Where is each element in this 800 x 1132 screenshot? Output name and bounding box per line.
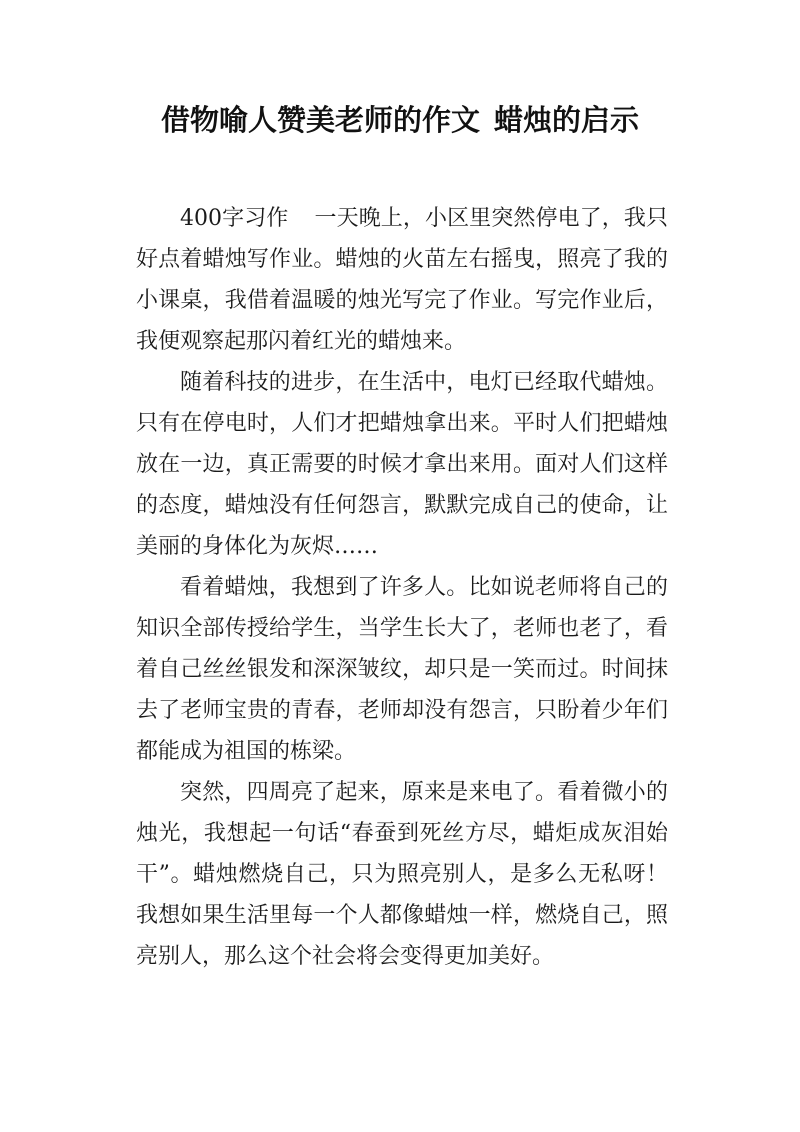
paragraph: 看着蜡烛，我想到了许多人。比如说老师将自己的知识全部传授给学生，当学生长大了，老师也老了，看着自己丝丝银发和深深皱纹，却只是一笑而过。时间抹去了老师宝贵的青春，老师却没有怨言，只盼着少年们都能成为祖国的栋梁。 [136,575,668,764]
paragraph [136,198,668,362]
page-title [0,98,800,142]
paragraph: 突然，四周亮了起来，原来是来电了。看着微小的烛光，我想起一句话“春蚕到死丝方尽，蜡炬成灰泪始干”。蜡烛燃烧自己，只为照亮别人，是多么无私呀！我想如果生活里每一个人都像蜡烛一样，燃烧自己，照亮别人，那么这个社会将会变得更加美好。 [136,780,668,969]
paragraph: 随着科技的进步，在生活中，电灯已经取代蜡烛。只有在停电时，人们才把蜡烛拿出来。平时人们把蜡烛放在一边，真正需要的时候才拿出来用。面对人们这样的态度，蜡烛没有任何怨言，默默完成自己的使命，让美丽的身体化为灰烬…… [136,370,668,559]
essay-body [136,198,668,977]
paragraph-text: 一天晚上，小区里突然停电了，我只好点着蜡烛写作业。蜡烛的火苗左右摇曳，照亮了我的小课桌，我借着温暖的烛光写完了作业。写完作业后，我便观察起那闪着红光的蜡烛来。 [136,206,668,354]
title-sub: 蜡烛的启示 [494,103,640,137]
category-tag: 400字习作 [180,206,289,231]
title-main: 借物喻人赞美老师的作文 [160,103,480,137]
